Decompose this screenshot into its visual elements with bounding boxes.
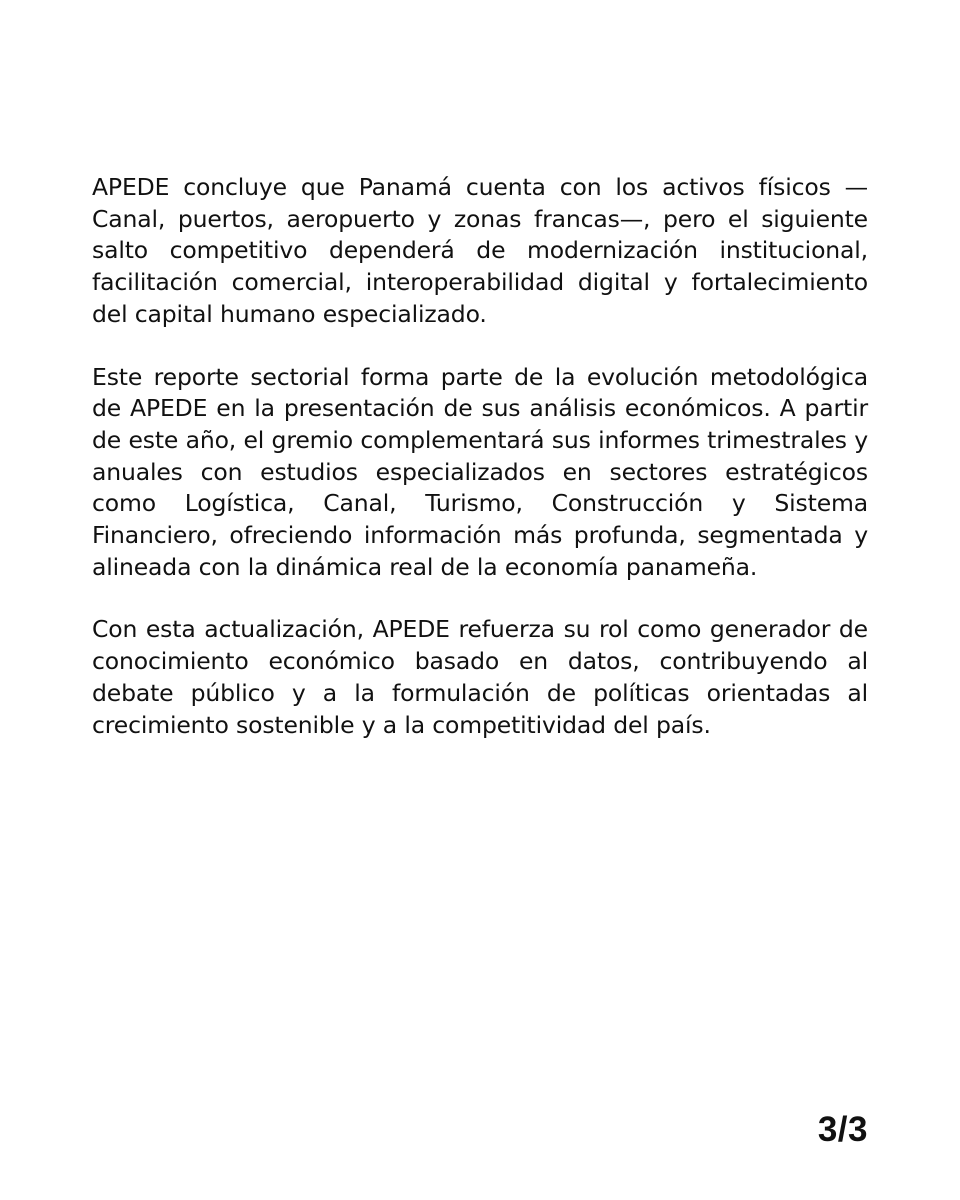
page-number: 3/3	[817, 1110, 868, 1149]
paragraph-update: Con esta actualización, APEDE refuerza su rol como generador de conocimiento económico basado en datos, contribuyendo al debate público y a la formulación de políticas orientadas al crecimiento sostenible y a la competitividad del país.	[92, 615, 868, 739]
paragraph-methodology: Este reporte sectorial forma parte de la evolución metodológica de APEDE en la presentación de sus análisis económicos. A partir de este año, el gremio complementará sus informes trimestrales y anuales con estudios especializados en sectores estratégicos como Logística, Canal, Turismo, Construcción y Sistema Financiero, ofreciendo información más profunda, segmentada y alineada con la dinámica real de la economía panameña.	[92, 362, 868, 581]
body-text	[92, 172, 868, 741]
paragraph-conclusion: APEDE concluye que Panamá cuenta con los activos físicos — Canal, puertos, aeropuerto y zonas francas—, pero el siguiente salto competitivo dependerá de modernización institucional, facilitación comercial, interoperabilidad digital y fortalecimiento del capital humano especializado.	[92, 173, 868, 328]
